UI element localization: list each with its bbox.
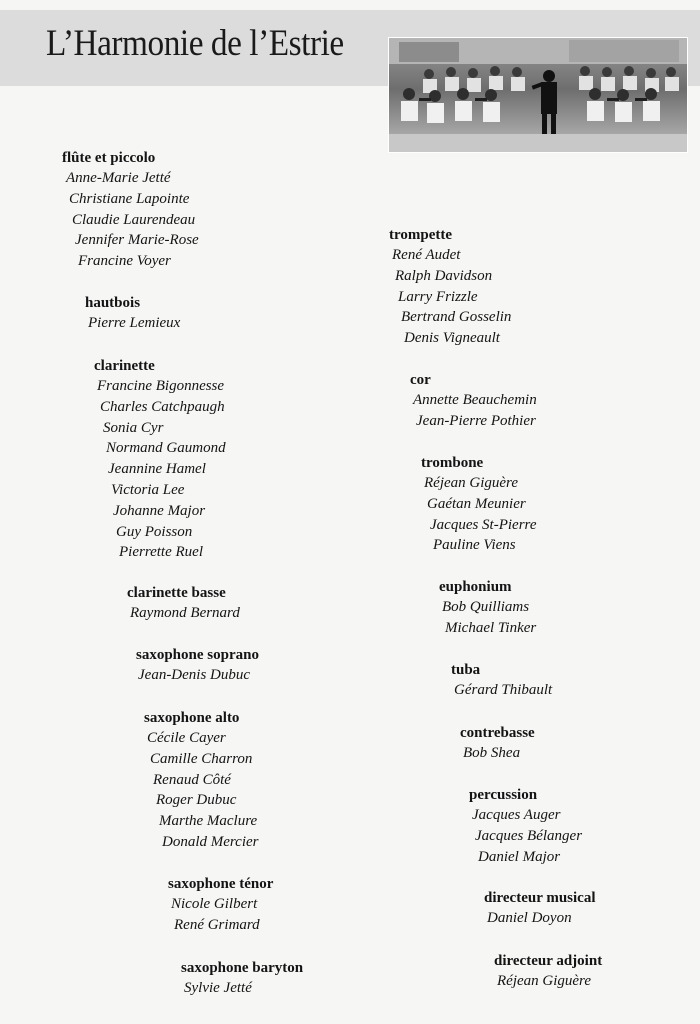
- member-name: Bertrand Gosselin: [401, 309, 512, 326]
- member-name: Jacques Auger: [472, 807, 561, 823]
- section-euphonium: [439, 577, 536, 639]
- member-name: Denis Vigneault: [404, 330, 500, 347]
- member-name: Jennifer Marie-Rose: [75, 232, 199, 249]
- section-cor: [410, 370, 537, 432]
- member-name: Jacques Bélanger: [475, 827, 583, 844]
- member-name: René Audet: [392, 247, 461, 263]
- member-name: Guy Poisson: [116, 523, 193, 540]
- member-name: Réjean Giguère: [424, 475, 518, 491]
- section-title: directeur adjoint: [494, 953, 603, 969]
- section-title: trompette: [389, 227, 453, 243]
- section-trombone: [421, 453, 537, 556]
- member-name: Jean-Denis Dubuc: [138, 667, 251, 683]
- section-tuba: [451, 660, 552, 701]
- section-title: cor: [410, 372, 431, 388]
- section-clarinette: [94, 356, 226, 563]
- section-saxophone-baryton: [181, 958, 303, 999]
- member-name: Cécile Cayer: [147, 730, 226, 746]
- member-name: Francine Bigonnesse: [97, 378, 225, 394]
- section-title: saxophone soprano: [136, 647, 259, 663]
- section-directeur-adjoint: [494, 951, 602, 992]
- member-name: Jean-Pierre Pothier: [416, 412, 536, 429]
- section-trompette: [389, 225, 511, 349]
- section-title: saxophone ténor: [168, 876, 274, 892]
- member-name: Pierrette Ruel: [119, 544, 203, 561]
- section-title: flûte et piccolo: [62, 150, 156, 166]
- section-saxophone-tenor: [168, 874, 273, 936]
- section-percussion: [469, 785, 582, 867]
- member-name: Daniel Major: [478, 848, 561, 865]
- member-name: Gérard Thibault: [454, 682, 553, 698]
- member-name: Donald Mercier: [162, 833, 259, 850]
- member-name: Daniel Doyon: [487, 910, 572, 926]
- member-name: Jacques St-Pierre: [430, 516, 537, 533]
- member-name: René Grimard: [174, 916, 260, 933]
- member-name: Christiane Lapointe: [69, 190, 190, 207]
- section-contrebasse: [460, 723, 535, 764]
- section-flute-et-piccolo: [62, 148, 199, 272]
- section-title: trombone: [421, 455, 484, 471]
- section-title: clarinette basse: [127, 585, 226, 601]
- section-directeur-musical: [484, 888, 596, 929]
- member-name: Anne-Marie Jetté: [66, 170, 171, 186]
- member-name: Annette Beauchemin: [413, 392, 537, 408]
- member-name: Larry Frizzle: [398, 288, 478, 305]
- member-name: Camille Charron: [150, 750, 253, 767]
- member-name: Ralph Davidson: [395, 267, 493, 284]
- member-name: Roger Dubuc: [156, 792, 237, 809]
- member-name: Normand Gaumond: [106, 440, 226, 457]
- member-name: Raymond Bernard: [130, 605, 240, 621]
- member-name: Bob Quilliams: [442, 599, 530, 615]
- member-name: Gaétan Meunier: [427, 495, 526, 512]
- section-hautbois: [85, 293, 180, 334]
- member-name: Nicole Gilbert: [171, 896, 258, 912]
- section-title: tuba: [451, 662, 481, 678]
- page-title: L’Harmonie de l’Estrie: [46, 23, 344, 64]
- section-title: directeur musical: [484, 890, 596, 906]
- member-name: Michael Tinker: [445, 619, 537, 636]
- member-name: Claudie Laurendeau: [72, 211, 196, 228]
- section-title: hautbois: [85, 295, 141, 311]
- member-name: Bob Shea: [463, 745, 521, 761]
- section-title: contrebasse: [460, 725, 535, 741]
- section-clarinette-basse: [127, 583, 240, 624]
- member-name: Réjean Giguère: [497, 973, 591, 989]
- member-name: Victoria Lee: [111, 481, 185, 498]
- member-name: Marthe Maclure: [159, 813, 258, 830]
- member-name: Johanne Major: [113, 502, 206, 519]
- member-name: Renaud Côté: [153, 771, 231, 788]
- band-photo: [388, 37, 688, 153]
- section-title: percussion: [469, 787, 538, 803]
- section-title: euphonium: [439, 579, 512, 595]
- member-name: Pauline Viens: [433, 537, 516, 554]
- member-name: Francine Voyer: [78, 253, 171, 270]
- member-name: Pierre Lemieux: [88, 315, 181, 331]
- section-title: clarinette: [94, 358, 155, 374]
- member-name: Jeannine Hamel: [108, 461, 206, 478]
- section-saxophone-soprano: [136, 645, 259, 686]
- section-title: saxophone alto: [144, 710, 240, 726]
- member-name: Charles Catchpaugh: [100, 398, 225, 415]
- member-name: Sylvie Jetté: [184, 980, 252, 996]
- section-title: saxophone baryton: [181, 960, 304, 976]
- member-name: Sonia Cyr: [103, 419, 164, 436]
- section-saxophone-alto: [144, 708, 259, 853]
